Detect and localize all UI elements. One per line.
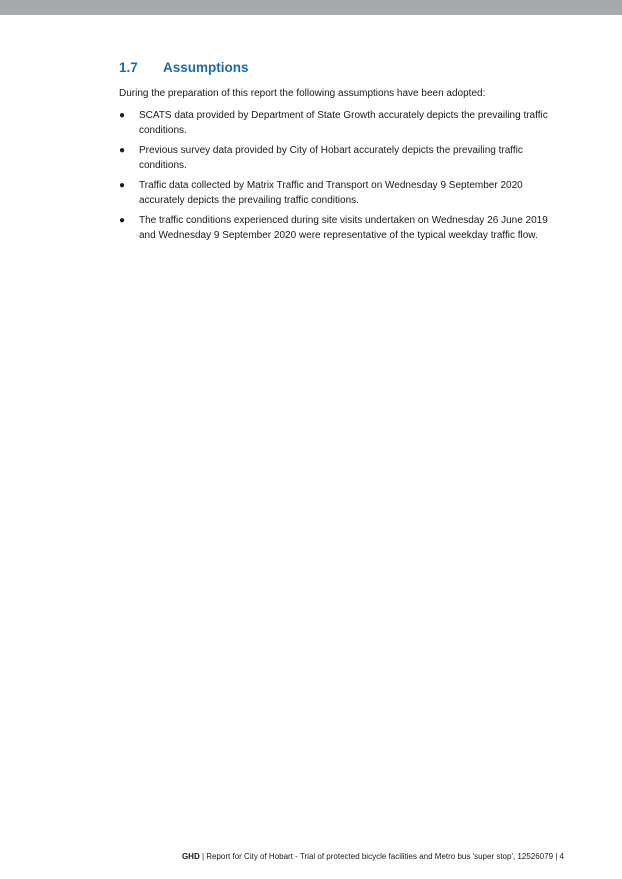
assumption-item (119, 143, 567, 173)
assumption-item (119, 213, 567, 243)
section-heading (119, 58, 567, 78)
bullet-icon: ● (119, 215, 126, 226)
assumption-text: The traffic conditions experienced during site visits undertaken on Wednesday 26 June 2019 and Wednesday 9 September 2020 were representative of the typical weekday traffic flow. (139, 215, 548, 241)
header-band (0, 0, 622, 15)
assumptions-list (119, 108, 567, 243)
assumption-text: Previous survey data provided by City of Hobart accurately depicts the prevailing traffic conditions. (139, 145, 523, 171)
bullet-icon: ● (119, 110, 126, 121)
assumption-text: SCATS data provided by Department of State Growth accurately depicts the prevailing traffic conditions. (139, 110, 548, 136)
footer-text: | Report for City of Hobart - Trial of protected bicycle facilities and Metro bus 'super stop', 12526079 | 4 (199, 852, 564, 861)
footer-brand: GHD (181, 852, 200, 861)
bullet-icon: ● (119, 145, 126, 156)
intro-paragraph: During the preparation of this report the following assumptions have been adopted: (119, 88, 486, 99)
section-title: Assumptions (163, 60, 249, 75)
page-footer (182, 851, 564, 863)
assumption-item (119, 178, 567, 208)
assumption-item (119, 108, 567, 138)
bullet-icon: ● (119, 180, 126, 191)
assumption-text: Traffic data collected by Matrix Traffic and Transport on Wednesday 9 September 2020 accurately depicts the prevailing traffic conditions. (139, 180, 523, 206)
section-number: 1.7 (119, 60, 138, 75)
document-body (119, 58, 567, 248)
